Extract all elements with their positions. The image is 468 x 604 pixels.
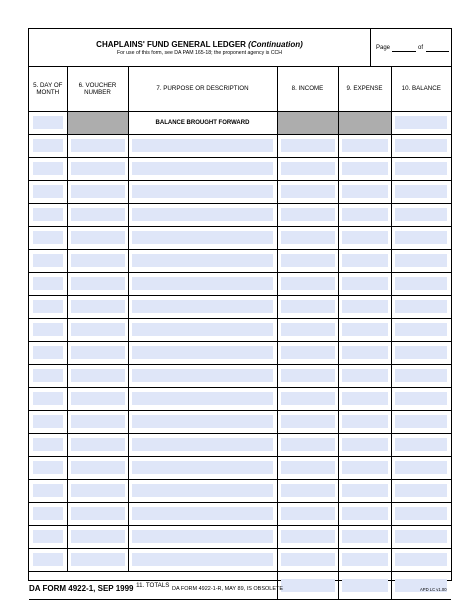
ledger-entry-row xyxy=(29,295,451,318)
balance-field[interactable] xyxy=(391,157,451,180)
ledger-table xyxy=(29,67,451,600)
expense-field[interactable] xyxy=(338,456,391,479)
purpose-field[interactable] xyxy=(128,364,277,387)
expense-field[interactable] xyxy=(338,272,391,295)
voucher-field[interactable] xyxy=(67,134,128,157)
expense-field[interactable] xyxy=(338,410,391,433)
day-field[interactable] xyxy=(29,479,67,502)
expense-field[interactable] xyxy=(338,295,391,318)
ledger-entry-row xyxy=(29,226,451,249)
day-field[interactable] xyxy=(29,433,67,456)
balance-field[interactable] xyxy=(391,272,451,295)
bbf-income-cell-shaded xyxy=(277,111,338,134)
column-header-voucher: 6. VOUCHER NUMBER xyxy=(67,67,128,111)
expense-field[interactable] xyxy=(338,364,391,387)
ledger-entry-row xyxy=(29,249,451,272)
balance-field[interactable] xyxy=(391,479,451,502)
form-title-continuation: (Continuation) xyxy=(248,40,303,49)
voucher-field[interactable] xyxy=(67,502,128,525)
bbf-voucher-cell-shaded xyxy=(67,111,128,134)
purpose-field[interactable] xyxy=(128,272,277,295)
ledger-entry-row xyxy=(29,341,451,364)
balance-field[interactable] xyxy=(391,548,451,571)
page-number-box xyxy=(371,29,451,66)
ledger-entry-row xyxy=(29,456,451,479)
ledger-entry-row xyxy=(29,272,451,295)
voucher-field[interactable] xyxy=(67,387,128,410)
purpose-field[interactable] xyxy=(128,502,277,525)
expense-field[interactable] xyxy=(338,479,391,502)
balance-field[interactable] xyxy=(391,180,451,203)
expense-field[interactable] xyxy=(338,318,391,341)
day-field[interactable] xyxy=(29,249,67,272)
balance-field[interactable] xyxy=(391,249,451,272)
purpose-field[interactable] xyxy=(128,525,277,548)
balance-field[interactable] xyxy=(391,387,451,410)
voucher-field[interactable] xyxy=(67,548,128,571)
expense-field[interactable] xyxy=(338,134,391,157)
column-header-balance: 10. BALANCE xyxy=(391,67,451,111)
balance-field[interactable] xyxy=(391,134,451,157)
voucher-field[interactable] xyxy=(67,157,128,180)
voucher-field[interactable] xyxy=(67,456,128,479)
form-title-block xyxy=(29,29,371,66)
day-field[interactable] xyxy=(29,295,67,318)
supersedes-note: DA FORM 4922-1-R, MAY 89, IS OBSOLETE xyxy=(172,586,284,592)
purpose-field[interactable] xyxy=(128,318,277,341)
income-field[interactable] xyxy=(277,548,338,571)
day-field[interactable] xyxy=(29,502,67,525)
voucher-field[interactable] xyxy=(67,410,128,433)
income-field[interactable] xyxy=(277,387,338,410)
bbf-expense-cell-shaded xyxy=(338,111,391,134)
purpose-field[interactable] xyxy=(128,479,277,502)
expense-field[interactable] xyxy=(338,548,391,571)
balance-field[interactable] xyxy=(391,341,451,364)
income-field[interactable] xyxy=(277,203,338,226)
income-field[interactable] xyxy=(277,456,338,479)
balance-field[interactable] xyxy=(391,295,451,318)
bbf-label: BALANCE BROUGHT FORWARD xyxy=(128,111,277,134)
day-field[interactable] xyxy=(29,456,67,479)
ledger-entry-row xyxy=(29,502,451,525)
bbf-day-cell[interactable] xyxy=(29,111,67,134)
purpose-field[interactable] xyxy=(128,410,277,433)
expense-field[interactable] xyxy=(338,341,391,364)
purpose-field[interactable] xyxy=(128,203,277,226)
voucher-field[interactable] xyxy=(67,180,128,203)
ledger-entry-row xyxy=(29,203,451,226)
purpose-field[interactable] xyxy=(128,157,277,180)
ledger-entry-row xyxy=(29,548,451,571)
income-field[interactable] xyxy=(277,502,338,525)
income-field[interactable] xyxy=(277,226,338,249)
of-label: of xyxy=(418,45,424,51)
income-field[interactable] xyxy=(277,249,338,272)
voucher-field[interactable] xyxy=(67,364,128,387)
ledger-entry-row xyxy=(29,180,451,203)
voucher-field[interactable] xyxy=(67,433,128,456)
page-number-field[interactable] xyxy=(392,51,416,52)
ledger-entry-row xyxy=(29,364,451,387)
purpose-field[interactable] xyxy=(128,387,277,410)
balance-field[interactable] xyxy=(391,318,451,341)
day-field[interactable] xyxy=(29,410,67,433)
expense-field[interactable] xyxy=(338,249,391,272)
income-field[interactable] xyxy=(277,341,338,364)
voucher-field[interactable] xyxy=(67,479,128,502)
column-header-income: 8. INCOME xyxy=(277,67,338,111)
balance-field[interactable] xyxy=(391,433,451,456)
page-total-field[interactable] xyxy=(426,51,449,52)
voucher-field[interactable] xyxy=(67,318,128,341)
voucher-field[interactable] xyxy=(67,249,128,272)
ledger-entry-row xyxy=(29,479,451,502)
form-subtitle: For use of this form, see DA PAM 165-18; the proponent agency is CCH xyxy=(116,50,283,56)
expense-field[interactable] xyxy=(338,157,391,180)
ledger-entry-row xyxy=(29,410,451,433)
form-number: DA FORM 4922-1, SEP 1999 xyxy=(29,584,134,593)
balance-field[interactable] xyxy=(391,364,451,387)
ledger-entry-row xyxy=(29,433,451,456)
expense-field[interactable] xyxy=(338,525,391,548)
income-field[interactable] xyxy=(277,364,338,387)
form-title-text: CHAPLAINS' FUND GENERAL LEDGER xyxy=(96,40,246,49)
expense-field[interactable] xyxy=(338,433,391,456)
purpose-field[interactable] xyxy=(128,341,277,364)
income-field[interactable] xyxy=(277,295,338,318)
day-field[interactable] xyxy=(29,525,67,548)
day-field[interactable] xyxy=(29,134,67,157)
expense-field[interactable] xyxy=(338,502,391,525)
expense-field[interactable] xyxy=(338,180,391,203)
income-field[interactable] xyxy=(277,410,338,433)
purpose-field[interactable] xyxy=(128,226,277,249)
totals-label: 11. TOTALS xyxy=(29,571,277,599)
voucher-field[interactable] xyxy=(67,226,128,249)
purpose-field[interactable] xyxy=(128,456,277,479)
income-field[interactable] xyxy=(277,479,338,502)
income-field[interactable] xyxy=(277,272,338,295)
voucher-field[interactable] xyxy=(67,295,128,318)
ledger-entry-row xyxy=(29,157,451,180)
version-label: APD LC v1.00 xyxy=(420,587,447,592)
balance-brought-forward-row xyxy=(29,111,451,134)
ledger-entry-row xyxy=(29,525,451,548)
column-header-day: 5. DAY OF MONTH xyxy=(29,67,67,111)
voucher-field[interactable] xyxy=(67,272,128,295)
purpose-field[interactable] xyxy=(128,433,277,456)
day-field[interactable] xyxy=(29,180,67,203)
ledger-entry-row xyxy=(29,318,451,341)
ledger-entry-row xyxy=(29,134,451,157)
income-field[interactable] xyxy=(277,318,338,341)
purpose-field[interactable] xyxy=(128,180,277,203)
income-field[interactable] xyxy=(277,180,338,203)
totals-income-cell[interactable] xyxy=(277,571,338,599)
balance-field[interactable] xyxy=(391,226,451,249)
balance-field[interactable] xyxy=(391,502,451,525)
day-field[interactable] xyxy=(29,387,67,410)
day-field[interactable] xyxy=(29,341,67,364)
expense-field[interactable] xyxy=(338,226,391,249)
day-field[interactable] xyxy=(29,226,67,249)
bbf-balance-cell[interactable] xyxy=(391,111,451,134)
income-field[interactable] xyxy=(277,525,338,548)
day-field[interactable] xyxy=(29,203,67,226)
purpose-field[interactable] xyxy=(128,295,277,318)
purpose-field[interactable] xyxy=(128,548,277,571)
voucher-field[interactable] xyxy=(67,341,128,364)
expense-field[interactable] xyxy=(338,203,391,226)
form-header xyxy=(29,29,451,67)
voucher-field[interactable] xyxy=(67,525,128,548)
ledger-entry-row xyxy=(29,387,451,410)
voucher-field[interactable] xyxy=(67,203,128,226)
day-field[interactable] xyxy=(29,272,67,295)
day-field[interactable] xyxy=(29,364,67,387)
expense-field[interactable] xyxy=(338,387,391,410)
totals-expense-cell[interactable] xyxy=(338,571,391,599)
day-field[interactable] xyxy=(29,157,67,180)
purpose-field[interactable] xyxy=(128,249,277,272)
income-field[interactable] xyxy=(277,433,338,456)
column-header-purpose: 7. PURPOSE OR DESCRIPTION xyxy=(128,67,277,111)
form-title xyxy=(29,40,370,49)
balance-field[interactable] xyxy=(391,203,451,226)
day-field[interactable] xyxy=(29,548,67,571)
income-field[interactable] xyxy=(277,157,338,180)
purpose-field[interactable] xyxy=(128,134,277,157)
balance-field[interactable] xyxy=(391,410,451,433)
column-header-expense: 9. EXPENSE xyxy=(338,67,391,111)
balance-field[interactable] xyxy=(391,525,451,548)
day-field[interactable] xyxy=(29,318,67,341)
page-label: Page xyxy=(376,45,391,51)
income-field[interactable] xyxy=(277,134,338,157)
balance-field[interactable] xyxy=(391,456,451,479)
column-header-row xyxy=(29,67,451,111)
